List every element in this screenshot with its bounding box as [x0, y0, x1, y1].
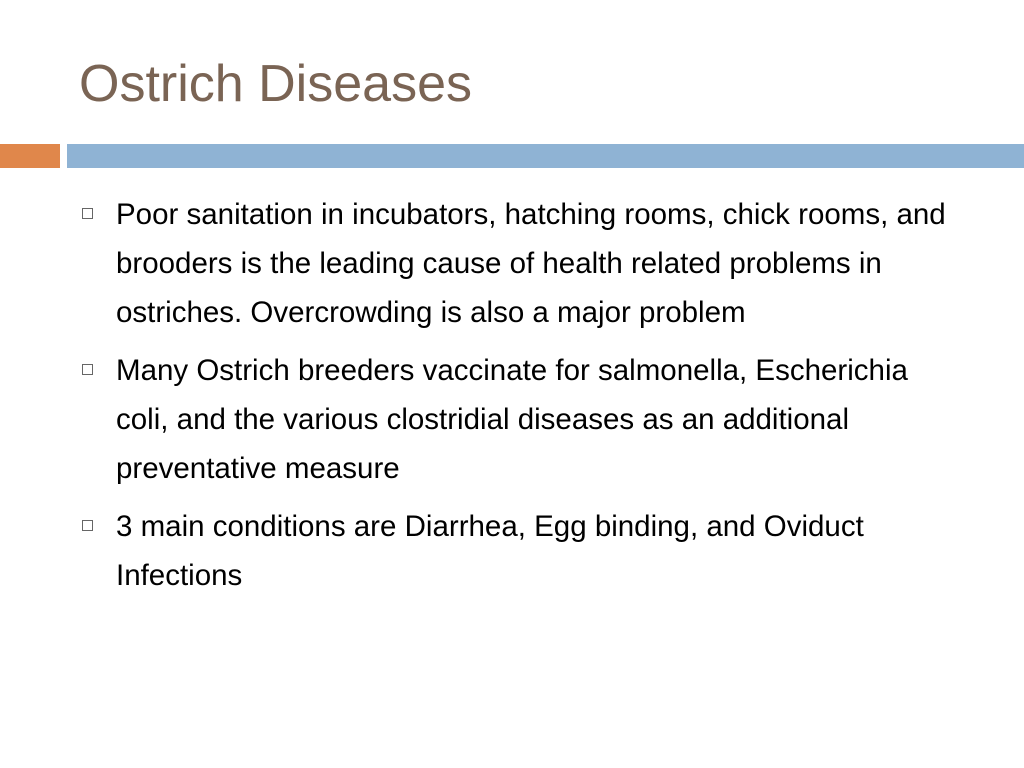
accent-bar-orange	[0, 144, 60, 168]
hollow-square-bullet-icon	[80, 502, 116, 551]
bullet-item	[80, 346, 960, 493]
bullet-item	[80, 190, 960, 337]
bullet-item	[80, 502, 960, 600]
hollow-square-bullet-icon	[80, 346, 116, 395]
slide-title: Ostrich Diseases	[79, 55, 472, 113]
bullet-list	[80, 190, 960, 609]
bullet-text: 3 main conditions are Diarrhea, Egg binding, and Oviduct Infections	[116, 510, 864, 592]
bullet-text: Poor sanitation in incubators, hatching rooms, chick rooms, and brooders is the leading cause of health related problems in ostriches. Overcrowding is also a major problem	[116, 198, 946, 329]
accent-bar-blue	[67, 144, 1024, 168]
hollow-square-bullet-icon	[80, 190, 116, 239]
bullet-text: Many Ostrich breeders vaccinate for salmonella, Escherichia coli, and the various clostridial diseases as an additional preventative measure	[116, 354, 908, 485]
